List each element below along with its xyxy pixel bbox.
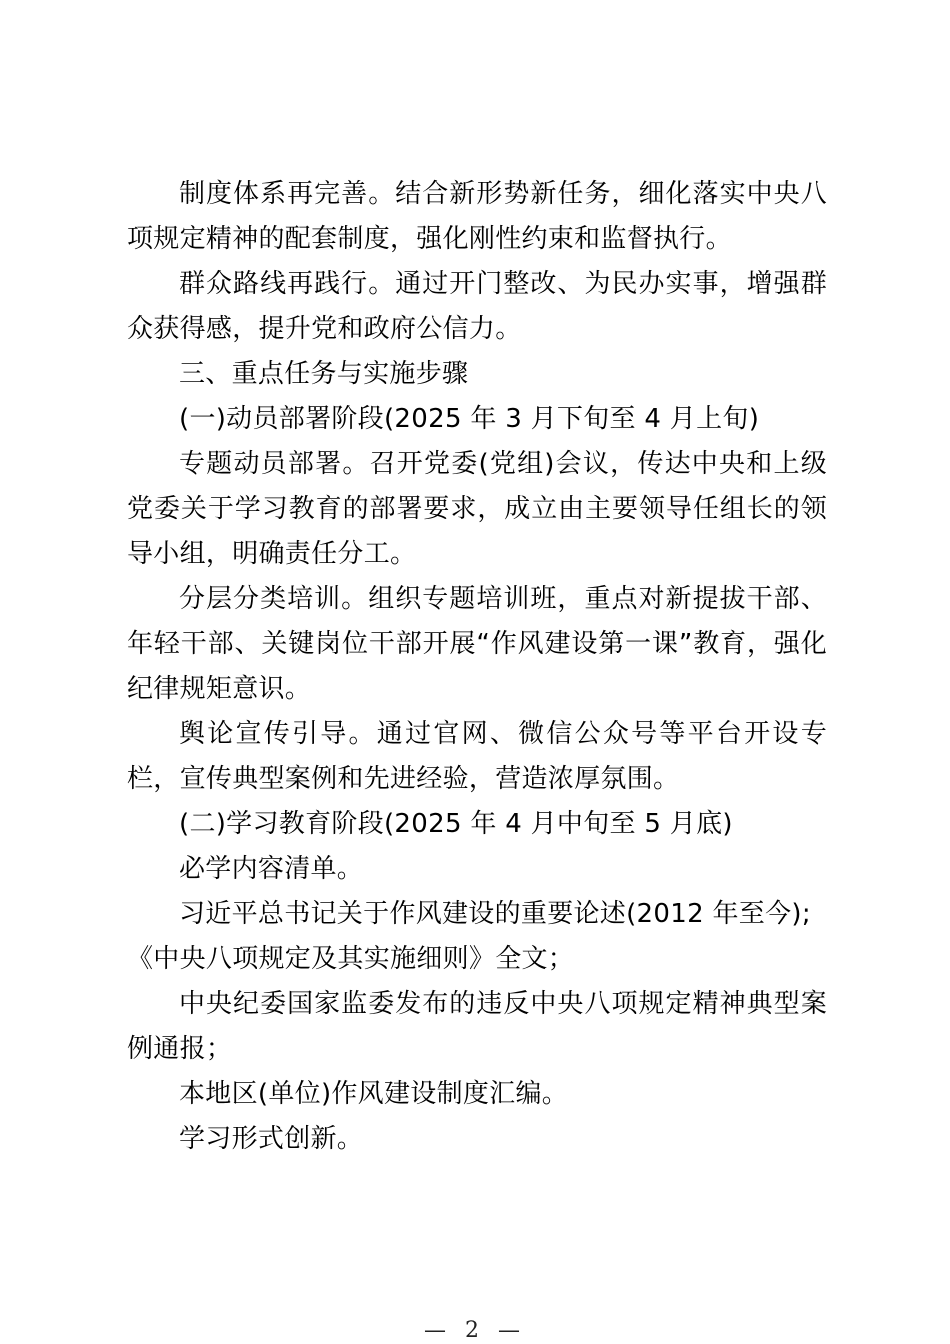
paragraph-tiered-training: 分层分类培训。组织专题培训班，重点对新提拔干部、年轻干部、关键岗位干部开展“作风建设第一课”教育，强化纪律规矩意识。 — [127, 584, 827, 704]
paragraph-study-form-innovation: 学习形式创新。 — [179, 1124, 364, 1154]
section-heading-key-tasks: 三、重点任务与实施步骤 — [179, 359, 469, 389]
paragraph-publicity-guidance: 舆论宣传引导。通过官网、微信公众号等平台开设专栏，宣传典型案例和先进经验，营造浓厚氛围。 — [127, 719, 827, 794]
body-text — [127, 172, 827, 1162]
paragraph-mass-line: 群众路线再践行。通过开门整改、为民办实事，增强群众获得感，提升党和政府公信力。 — [127, 269, 827, 344]
list-item-typical-cases: 中央纪委国家监委发布的违反中央八项规定精神典型案例通报； — [127, 989, 827, 1064]
list-item-local-regulations: 本地区(单位)作风建设制度汇编。 — [179, 1079, 569, 1109]
list-item-xi-remarks: 习近平总书记关于作风建设的重要论述(2012 年至今); — [179, 899, 811, 929]
paragraph-institution-system: 制度体系再完善。结合新形势新任务，细化落实中央八项规定精神的配套制度，强化刚性约束和监督执行。 — [127, 179, 827, 254]
paragraph-special-mobilization: 专题动员部署。召开党委(党组)会议，传达中央和上级党委关于学习教育的部署要求，成立由主要领导任组长的领导小组，明确责任分工。 — [127, 449, 827, 569]
list-item-eight-point-rules: 《中央八项规定及其实施细则》全文； — [127, 944, 575, 974]
subsection-heading-study-education: (二)学习教育阶段(2025 年 4 月中旬至 5 月底) — [179, 809, 733, 839]
page-number: — 2 — — [424, 1318, 526, 1343]
subsection-heading-mobilization: (一)动员部署阶段(2025 年 3 月下旬至 4 月上旬) — [179, 404, 760, 434]
paragraph-required-content-list: 必学内容清单。 — [179, 854, 364, 884]
